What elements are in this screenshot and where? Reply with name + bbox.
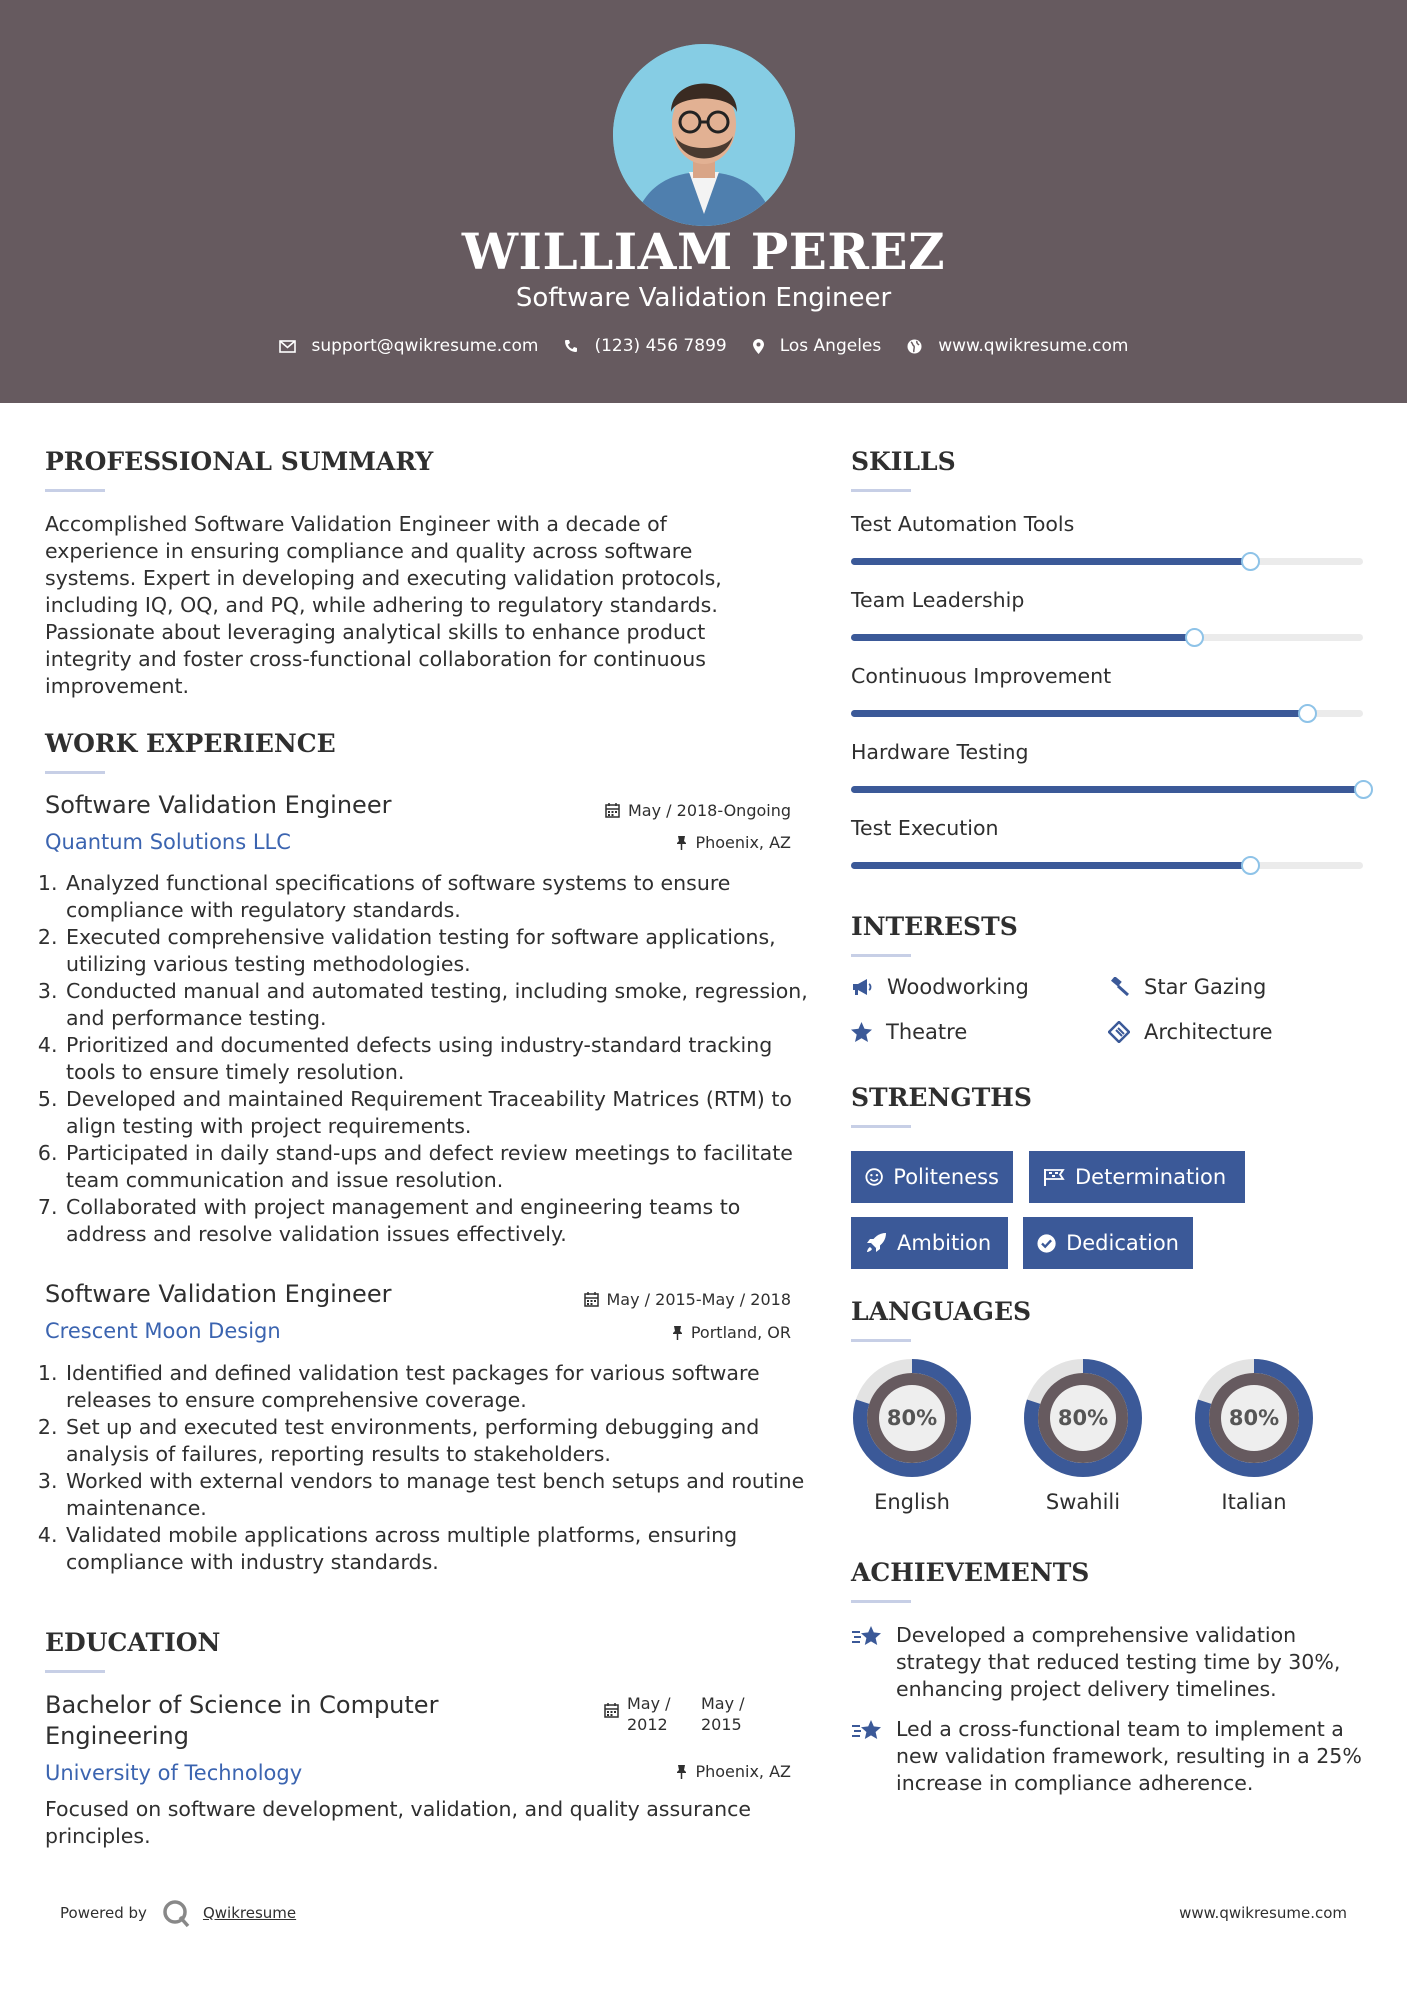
achievement-item <box>851 1622 1366 1703</box>
contact-bar <box>0 336 1407 356</box>
education-location <box>676 1762 791 1781</box>
list-item: 3. Conducted manual and automated testing, including smoke, regression, and performance testing. <box>64 978 824 1032</box>
list-item: 1. Identified and defined validation test packages for various software releases to ensure comprehensive coverage. <box>64 1360 824 1414</box>
contact-location-text: Los Angeles <box>779 336 882 356</box>
candidate-title: Software Validation Engineer <box>515 283 892 313</box>
achievements-heading: ACHIEVEMENTS <box>851 1558 1090 1587</box>
interest-label: Woodworking <box>887 975 1029 999</box>
languages-heading: LANGUAGES <box>851 1297 1032 1326</box>
strength-badge <box>1029 1151 1245 1203</box>
contact-phone[interactable] <box>564 336 726 356</box>
contact-location <box>753 336 882 356</box>
skill-label: Test Execution <box>851 816 999 840</box>
education-dates <box>604 1693 751 1735</box>
education-divider <box>45 1670 105 1673</box>
list-item: 2. Executed comprehensive validation testing for software applications, utilizing various testing methodologies. <box>64 924 824 978</box>
powered-by-label: Powered by <box>60 1904 147 1922</box>
list-item: 4. Validated mobile applications across multiple platforms, ensuring compliance with industry standards. <box>64 1522 824 1576</box>
education-description: Focused on software development, validation, and quality assurance principles. <box>45 1797 752 1848</box>
job-date-text: May / 2015-May / 2018 <box>606 1290 791 1309</box>
languages-divider <box>851 1339 911 1342</box>
job-title: Software Validation Engineer <box>45 791 392 819</box>
envelope-icon <box>279 340 296 353</box>
pushpin-icon <box>676 835 687 850</box>
language-percent: 80% <box>1228 1406 1280 1430</box>
list-item: 5. Developed and maintained Requirement Traceability Matrices (RTM) to align testing with project requirements. <box>64 1086 824 1140</box>
resume-header <box>0 0 1407 403</box>
strength-badge <box>851 1217 1008 1269</box>
interest-item <box>851 975 1029 999</box>
summary-text: Accomplished Software Validation Engineer with a decade of experience in ensuring compliance and quality across software systems. Expert in developing and executing validation protocols, including IQ, OQ, and PQ, while adhering to regulatory standards. Passionate about leveraging analytical skills to enhance product integrity and foster cross-functional collaboration for continuous improvement. <box>45 512 722 698</box>
achievement-text: Developed a comprehensive validation strategy that reduced testing time by 30%, enhancing project delivery timelines. <box>896 1623 1341 1701</box>
check-circle-icon <box>1037 1233 1056 1254</box>
language-name: Italian <box>1221 1490 1287 1514</box>
contact-email[interactable] <box>279 336 539 356</box>
language-name: English <box>874 1490 950 1514</box>
footer-powered-by <box>60 1898 296 1928</box>
skill-label: Hardware Testing <box>851 740 1029 764</box>
ticket-icon <box>1108 1021 1130 1043</box>
profile-photo <box>613 44 795 226</box>
job-company[interactable]: Quantum Solutions LLC <box>45 830 291 854</box>
degree-title: Bachelor of Science in Computer Engineering <box>45 1691 439 1750</box>
language-ring <box>852 1358 972 1478</box>
skill-label: Test Automation Tools <box>851 512 1075 536</box>
contact-website-text: www.qwikresume.com <box>938 336 1129 356</box>
contact-website[interactable] <box>907 336 1128 356</box>
list-item: 2. Set up and executed test environments, performing debugging and analysis of failures, reporting results to stakeholders. <box>64 1414 824 1468</box>
skill-label: Continuous Improvement <box>851 664 1112 688</box>
shooting-star-icon <box>851 1624 883 1650</box>
achievement-item <box>851 1716 1366 1797</box>
skill-bar-handle <box>1185 628 1204 647</box>
skill-bar <box>851 634 1363 641</box>
skill-bar <box>851 558 1363 565</box>
job-date <box>584 1290 792 1309</box>
achievements-divider <box>851 1600 911 1603</box>
language-percent: 80% <box>1057 1406 1109 1430</box>
experience-divider <box>45 771 105 774</box>
job-location <box>672 1323 791 1342</box>
interest-label: Theatre <box>886 1020 968 1044</box>
skill-bar-handle <box>1354 780 1373 799</box>
map-pin-icon <box>753 339 764 354</box>
education-start-date: May / 2012 <box>627 1694 671 1734</box>
strength-label: Determination <box>1075 1165 1227 1189</box>
skill-bar-fill <box>851 558 1250 565</box>
calendar-icon <box>605 803 620 818</box>
achievement-text: Led a cross-functional team to implement a new validation framework, resulting in a 25% increase in compliance adherence. <box>896 1717 1362 1795</box>
shooting-star-icon <box>851 1718 883 1744</box>
candidate-name: WILLIAM PEREZ <box>461 222 946 281</box>
skill-bar-fill <box>851 634 1194 641</box>
skill-bar-handle <box>1241 552 1260 571</box>
job-date <box>605 801 791 820</box>
phone-icon <box>564 339 578 353</box>
interest-item <box>1108 975 1266 999</box>
skill-bar <box>851 710 1363 717</box>
qwikresume-logo-icon <box>161 1898 191 1928</box>
list-item: 1. Analyzed functional specifications of software systems to ensure compliance with regulatory standards. <box>64 870 824 924</box>
job-bullets <box>37 1360 824 1576</box>
skill-bar-handle <box>1241 856 1260 875</box>
skill-bar-fill <box>851 786 1363 793</box>
pushpin-icon <box>672 1325 683 1340</box>
list-item: 3. Worked with external vendors to manage test bench setups and routine maintenance. <box>64 1468 824 1522</box>
skill-bar-fill <box>851 862 1250 869</box>
smile-icon <box>865 1167 883 1187</box>
strength-label: Ambition <box>897 1231 992 1255</box>
list-item: 6. Participated in daily stand-ups and defect review meetings to facilitate team communication and issue resolution. <box>64 1140 824 1194</box>
star-icon <box>851 1022 872 1042</box>
language-item <box>850 1358 974 1514</box>
interest-label: Star Gazing <box>1144 975 1267 999</box>
list-item: 4. Prioritized and documented defects using industry-standard tracking tools to ensure timely resolution. <box>64 1032 824 1086</box>
gavel-icon <box>1108 977 1130 997</box>
language-item <box>1021 1358 1145 1514</box>
language-item <box>1192 1358 1316 1514</box>
strength-badge <box>1023 1217 1193 1269</box>
job-title: Software Validation Engineer <box>45 1280 392 1308</box>
job-bullets <box>37 870 824 1248</box>
experience-heading: WORK EXPERIENCE <box>45 729 336 758</box>
language-ring <box>1023 1358 1143 1478</box>
education-heading: EDUCATION <box>45 1628 221 1657</box>
interest-label: Architecture <box>1144 1020 1273 1044</box>
language-ring <box>1194 1358 1314 1478</box>
job-location-text: Phoenix, AZ <box>695 833 791 852</box>
education-location-text: Phoenix, AZ <box>695 1762 791 1781</box>
globe-icon <box>907 339 922 354</box>
skills-heading: SKILLS <box>851 447 956 476</box>
language-name: Swahili <box>1045 1490 1121 1514</box>
skills-divider <box>851 489 911 492</box>
flag-icon <box>1043 1168 1065 1186</box>
skill-bar-fill <box>851 710 1307 717</box>
interests-divider <box>851 954 911 957</box>
strengths-heading: STRENGTHS <box>851 1083 1032 1112</box>
summary-heading: PROFESSIONAL SUMMARY <box>45 447 434 476</box>
megaphone-icon <box>851 978 873 996</box>
skill-bar <box>851 786 1363 793</box>
job-company[interactable]: Crescent Moon Design <box>45 1319 281 1343</box>
skill-bar <box>851 862 1363 869</box>
education-end-date: May / 2015 <box>701 1694 745 1734</box>
contact-email-text: support@qwikresume.com <box>311 336 539 356</box>
interests-heading: INTERESTS <box>851 912 1018 941</box>
pushpin-icon <box>676 1764 687 1779</box>
interest-item <box>1108 1020 1273 1044</box>
calendar-icon <box>604 1703 619 1718</box>
job-date-text: May / 2018-Ongoing <box>628 801 791 820</box>
strength-label: Politeness <box>893 1165 999 1189</box>
summary-divider <box>45 489 105 492</box>
job-location <box>676 833 791 852</box>
qwikresume-link[interactable]: Qwikresume <box>202 1904 297 1922</box>
contact-phone-text: (123) 456 7899 <box>594 336 727 356</box>
strengths-divider <box>851 1125 911 1128</box>
school-name[interactable]: University of Technology <box>45 1761 303 1785</box>
list-item: 7. Collaborated with project management and engineering teams to address and resolve validation issues effectively. <box>64 1194 824 1248</box>
strength-badge <box>851 1151 1013 1203</box>
strength-label: Dedication <box>1066 1231 1179 1255</box>
skill-label: Team Leadership <box>851 588 1025 612</box>
calendar-icon <box>584 1292 599 1307</box>
interest-item <box>851 1020 967 1044</box>
job-location-text: Portland, OR <box>690 1323 791 1342</box>
footer-url[interactable]: www.qwikresume.com <box>1179 1904 1347 1922</box>
language-percent: 80% <box>886 1406 938 1430</box>
rocket-icon <box>865 1232 887 1254</box>
skill-bar-handle <box>1298 704 1317 723</box>
